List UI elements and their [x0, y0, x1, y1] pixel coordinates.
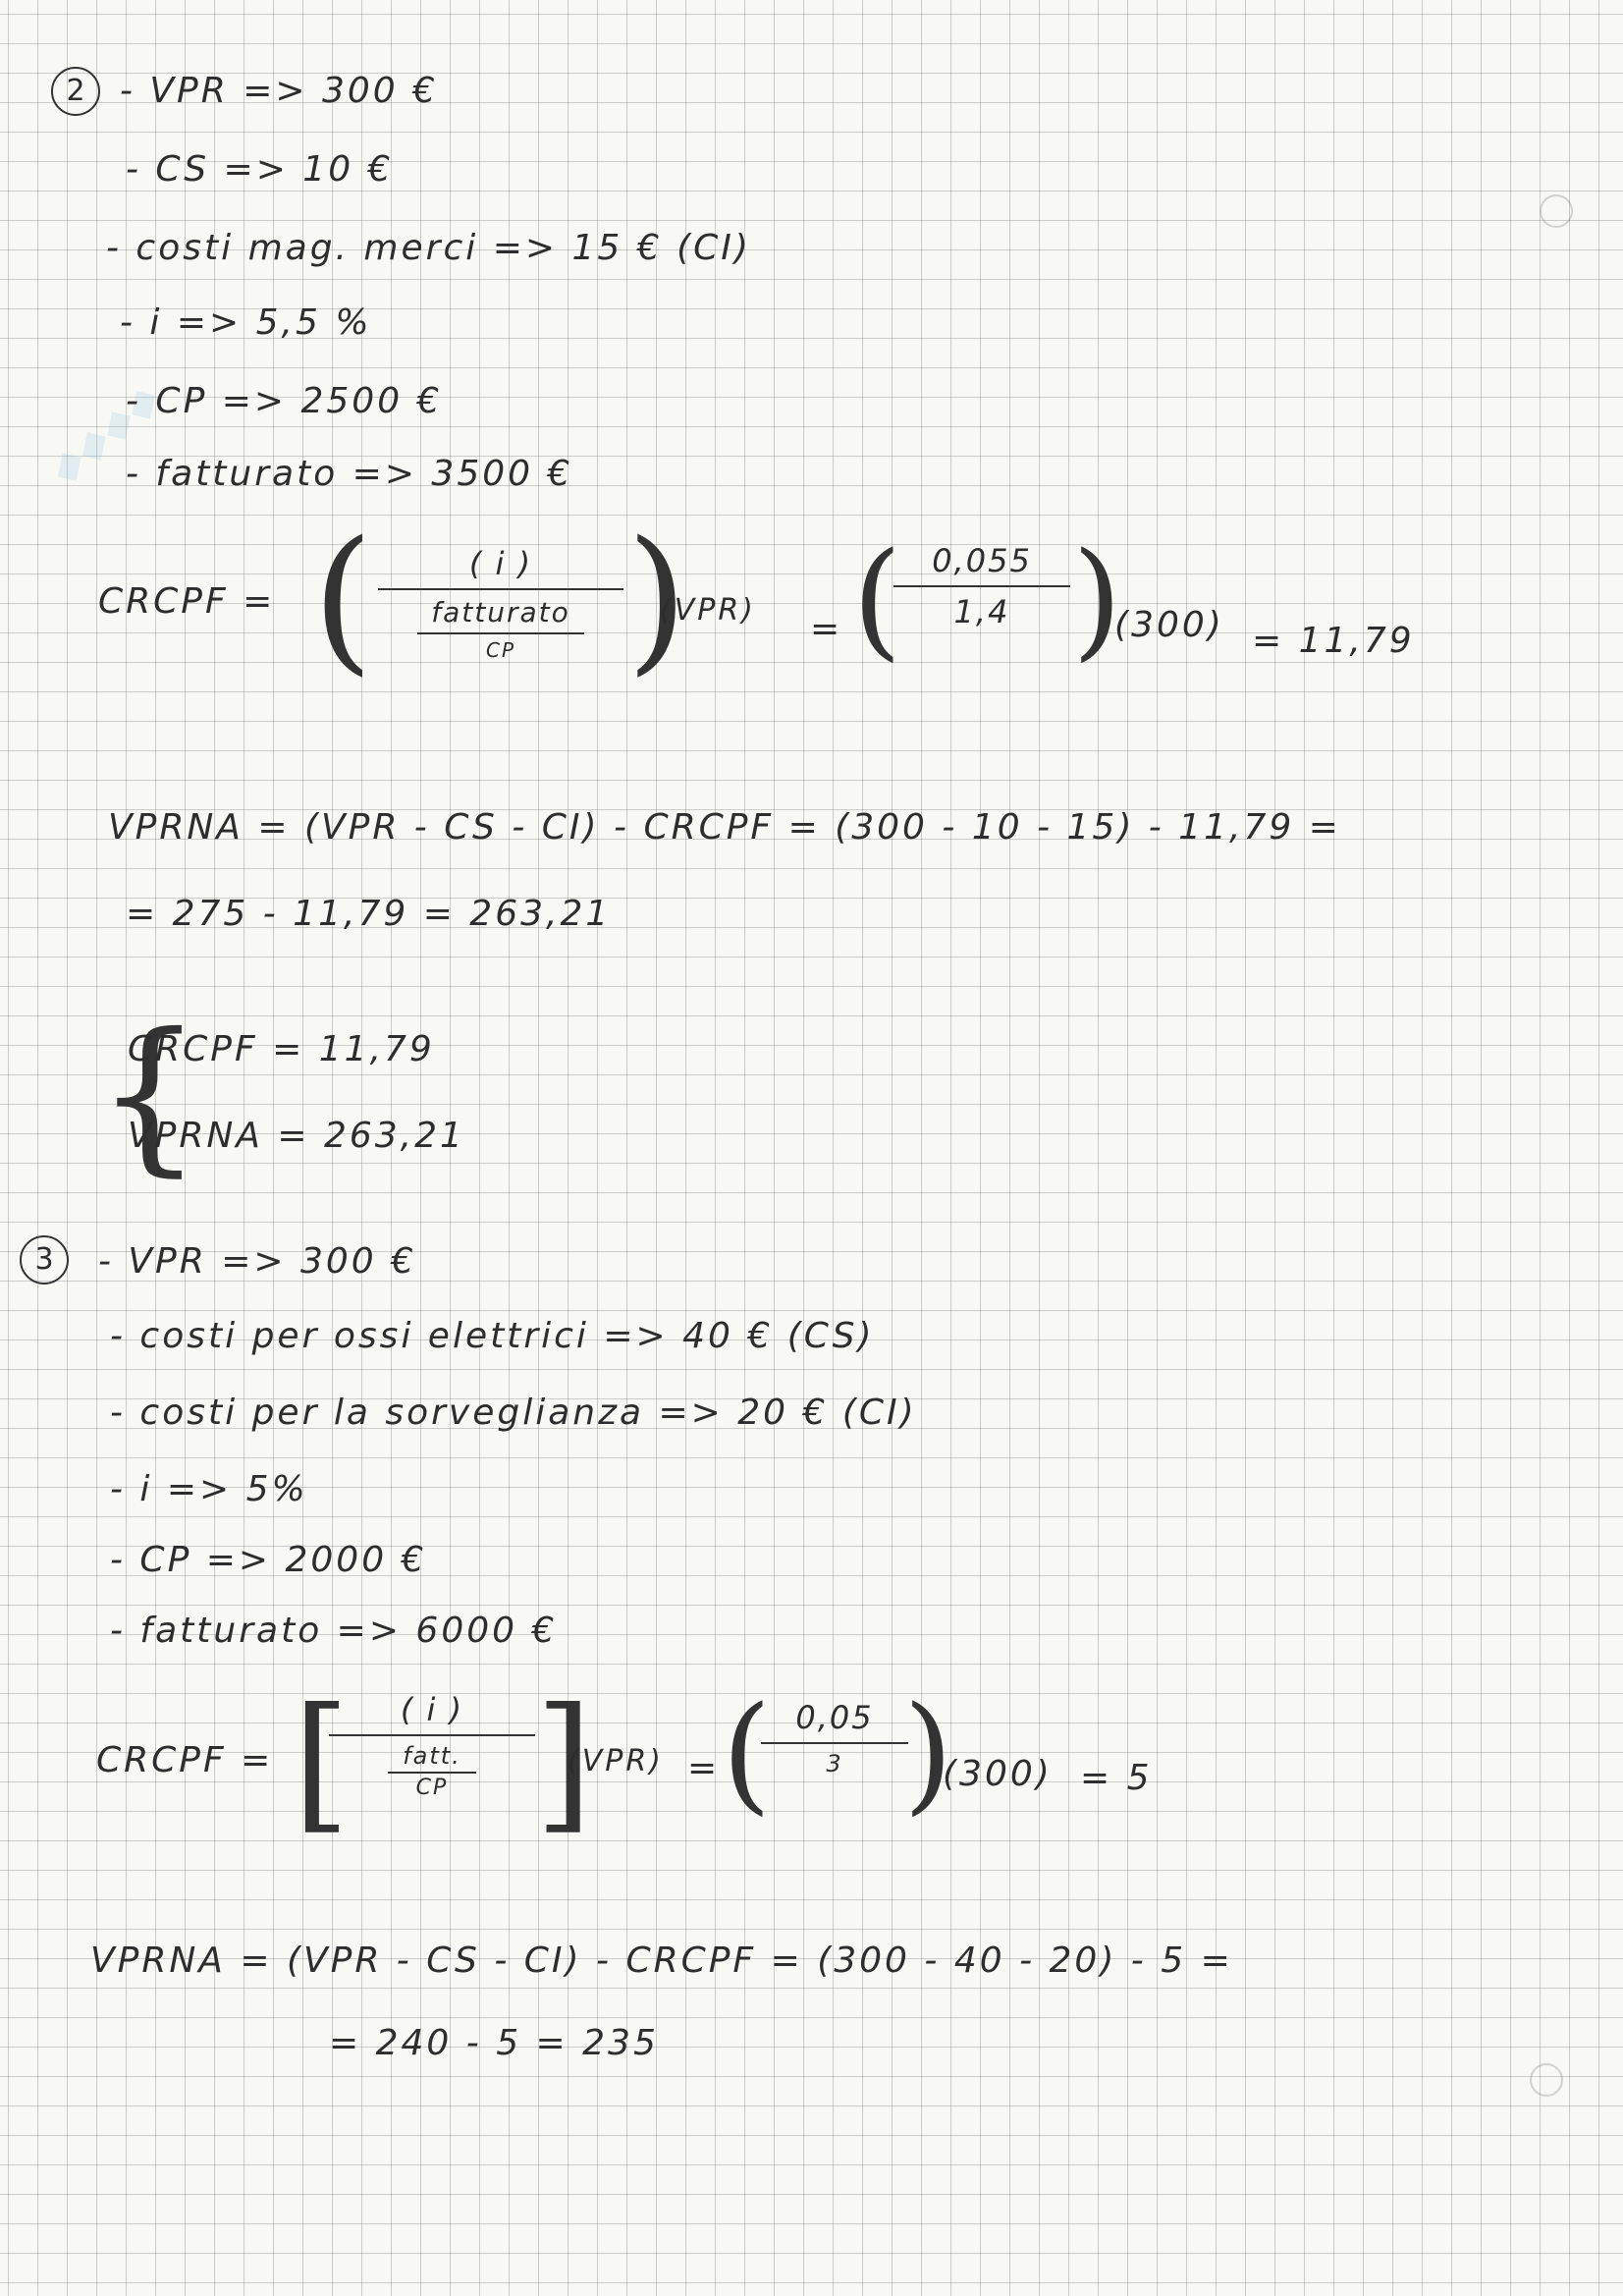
- ex2-crcpf-result: = 11,79: [1252, 621, 1415, 661]
- ex3-frac-denominator-bottom: CP: [415, 1776, 449, 1800]
- ex2-item-6: - fatturato => 3500 €: [126, 454, 573, 494]
- ex2-system-crcpf: CRCPF = 11,79: [128, 1029, 435, 1069]
- ex2-system-brace: {: [96, 998, 203, 1192]
- ex3-item-1: - VPR => 300 €: [98, 1241, 417, 1282]
- ex3-item-2: - costi per ossi elettrici => 40 € (CS): [110, 1316, 875, 1356]
- ex2-value-numerator: 0,055: [932, 542, 1032, 579]
- ex3-item-3: - costi per la sorveglianza => 20 € (CI): [110, 1393, 917, 1433]
- ex2-system-vprna: VPRNA = 263,21: [128, 1116, 465, 1156]
- ex3-value-300: (300): [943, 1754, 1053, 1794]
- ex2-item-3: - costi mag. merci => 15 € (CI): [106, 228, 751, 268]
- ex3-open-paren-2: (: [722, 1678, 772, 1828]
- ex2-value-denominator: 1,4: [953, 593, 1010, 630]
- ex3-vprna-line-1: VPRNA = (VPR - CS - CI) - CRCPF = (300 - 40 - 20) - 5 =: [90, 1941, 1233, 1981]
- ex2-frac-denominator-top: fatturato: [431, 596, 570, 629]
- watermark: ◆◆◆◆: [40, 377, 167, 493]
- ex2-equals: =: [810, 609, 843, 649]
- ex2-vpr: (VPR): [660, 593, 756, 628]
- ex3-value-denominator: 3: [826, 1750, 843, 1777]
- ex3-open-bracket: [: [293, 1677, 351, 1848]
- ex2-vprna-line-2: = 275 - 11,79 = 263,21: [126, 894, 612, 934]
- ex3-close-bracket: ]: [535, 1677, 593, 1848]
- ex2-frac-numerator: ( i ): [468, 545, 533, 582]
- exercise-3-number: 3: [20, 1235, 69, 1285]
- ex2-open-paren-2: (: [852, 524, 902, 674]
- ex3-crcpf-label: CRCPF =: [96, 1740, 274, 1780]
- ex2-close-paren: ): [626, 507, 688, 690]
- ex3-item-4: - i => 5%: [110, 1469, 308, 1509]
- ex2-close-paren-2: ): [1072, 524, 1122, 674]
- ex3-vpr: (VPR): [568, 1744, 664, 1778]
- ex2-item-4: - i => 5,5 %: [120, 302, 372, 343]
- ex2-item-5: - CP => 2500 €: [126, 381, 443, 421]
- ex2-value-300: (300): [1114, 605, 1224, 645]
- ex3-frac-numerator: ( i ): [400, 1691, 464, 1728]
- ex3-value-numerator: 0,05: [795, 1699, 874, 1736]
- ex3-item-6: - fatturato => 6000 €: [110, 1611, 558, 1651]
- ex3-close-paren-2: ): [903, 1678, 953, 1828]
- ex2-item-1: - VPR => 300 €: [120, 71, 439, 111]
- ex3-crcpf-result: = 5: [1080, 1758, 1153, 1798]
- ex3-item-5: - CP => 2000 €: [110, 1540, 427, 1580]
- ex2-frac-denominator-bottom: CP: [485, 638, 516, 662]
- ex3-equals: =: [687, 1748, 721, 1788]
- ex3-frac-denominator-top: fatt.: [403, 1742, 461, 1770]
- ex2-open-paren: (: [312, 507, 374, 690]
- exercise-2-number: 2: [51, 67, 100, 116]
- ex3-vprna-line-2: = 240 - 5 = 235: [329, 2023, 659, 2063]
- ex2-crcpf-label: CRCPF =: [98, 581, 276, 622]
- ex2-vprna-line-1: VPRNA = (VPR - CS - CI) - CRCPF = (300 - 10 - 15) - 11,79 =: [108, 807, 1341, 847]
- ex2-item-2: - CS => 10 €: [126, 149, 394, 190]
